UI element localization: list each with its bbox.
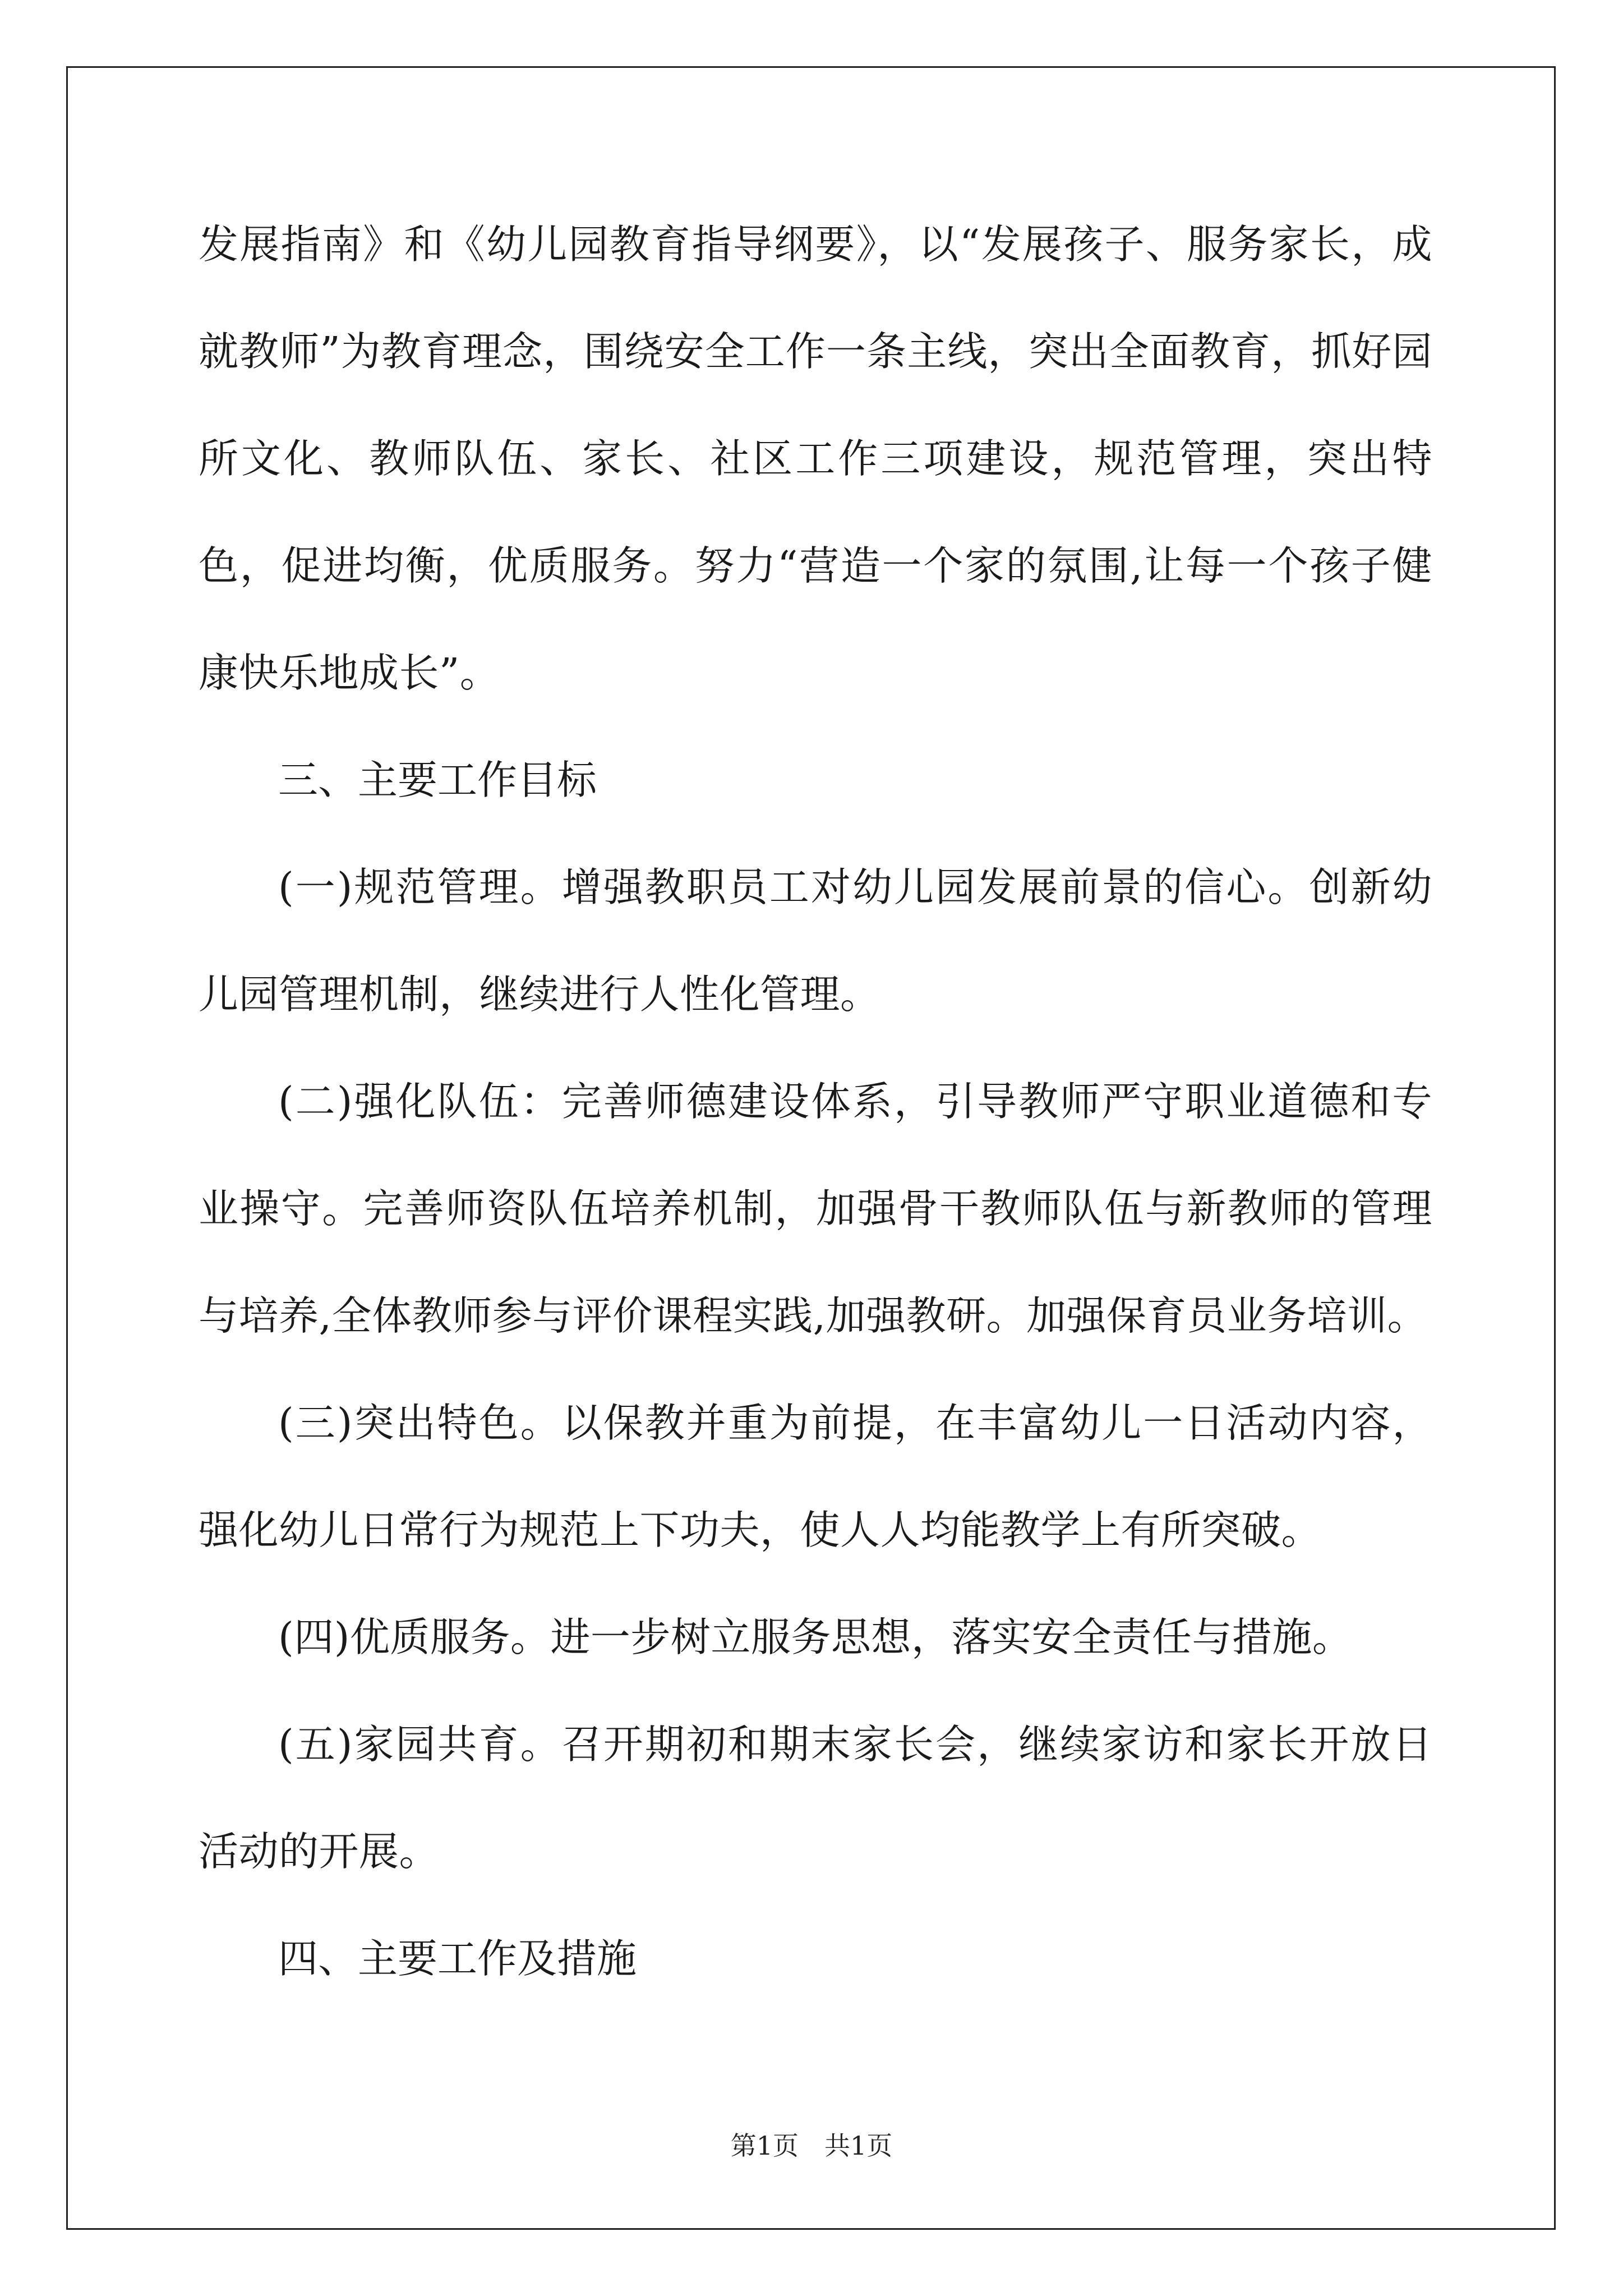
paragraph-goal-service: (四)优质服务。进一步树立服务思想，落实安全责任与措施。 <box>278 1614 1353 1660</box>
paragraph-goal-management: (一)规范管理。增强教职员工对幼儿园发展前景的信心。创新幼儿园管理机制，继续进行人性化管理。 <box>199 864 1432 1018</box>
paragraph-guiding-ideology: 发展指南》和《幼儿园教育指导纲要》，以“发展孩子、服务家长，成就教师”为教育理念，围绕安全工作一条主线，突出全面教育，抓好园所文化、教师队伍、家长、社区工作三项建设，规范管理，突出特色，促进均衡，优质服务。努力“营造一个家的氛围,让每一个孩子健康快乐地成长”。 <box>199 221 1432 696</box>
heading-main-goals: 三、主要工作目标 <box>278 757 597 803</box>
paragraph-goal-features: (三)突出特色。以保教并重为前提，在丰富幼儿一日活动内容，强化幼儿日常行为规范上下功夫，使人人均能教学上有所突破。 <box>199 1400 1432 1553</box>
paragraph-goal-home-school: (五)家园共育。召开期初和期末家长会，继续家访和家长开放日活动的开展。 <box>199 1721 1432 1875</box>
heading-main-measures: 四、主要工作及措施 <box>278 1935 637 1982</box>
page-number-footer: 第1页 共1页 <box>730 2131 893 2161</box>
document-body <box>199 191 1432 2012</box>
paragraph-goal-team: (二)强化队伍：完善师德建设体系，引导教师严守职业道德和专业操守。完善师资队伍培养机制，加强骨干教师队伍与新教师的管理与培养,全体教师参与评价课程实践,加强教研。加强保育员业务培训。 <box>199 1078 1432 1339</box>
